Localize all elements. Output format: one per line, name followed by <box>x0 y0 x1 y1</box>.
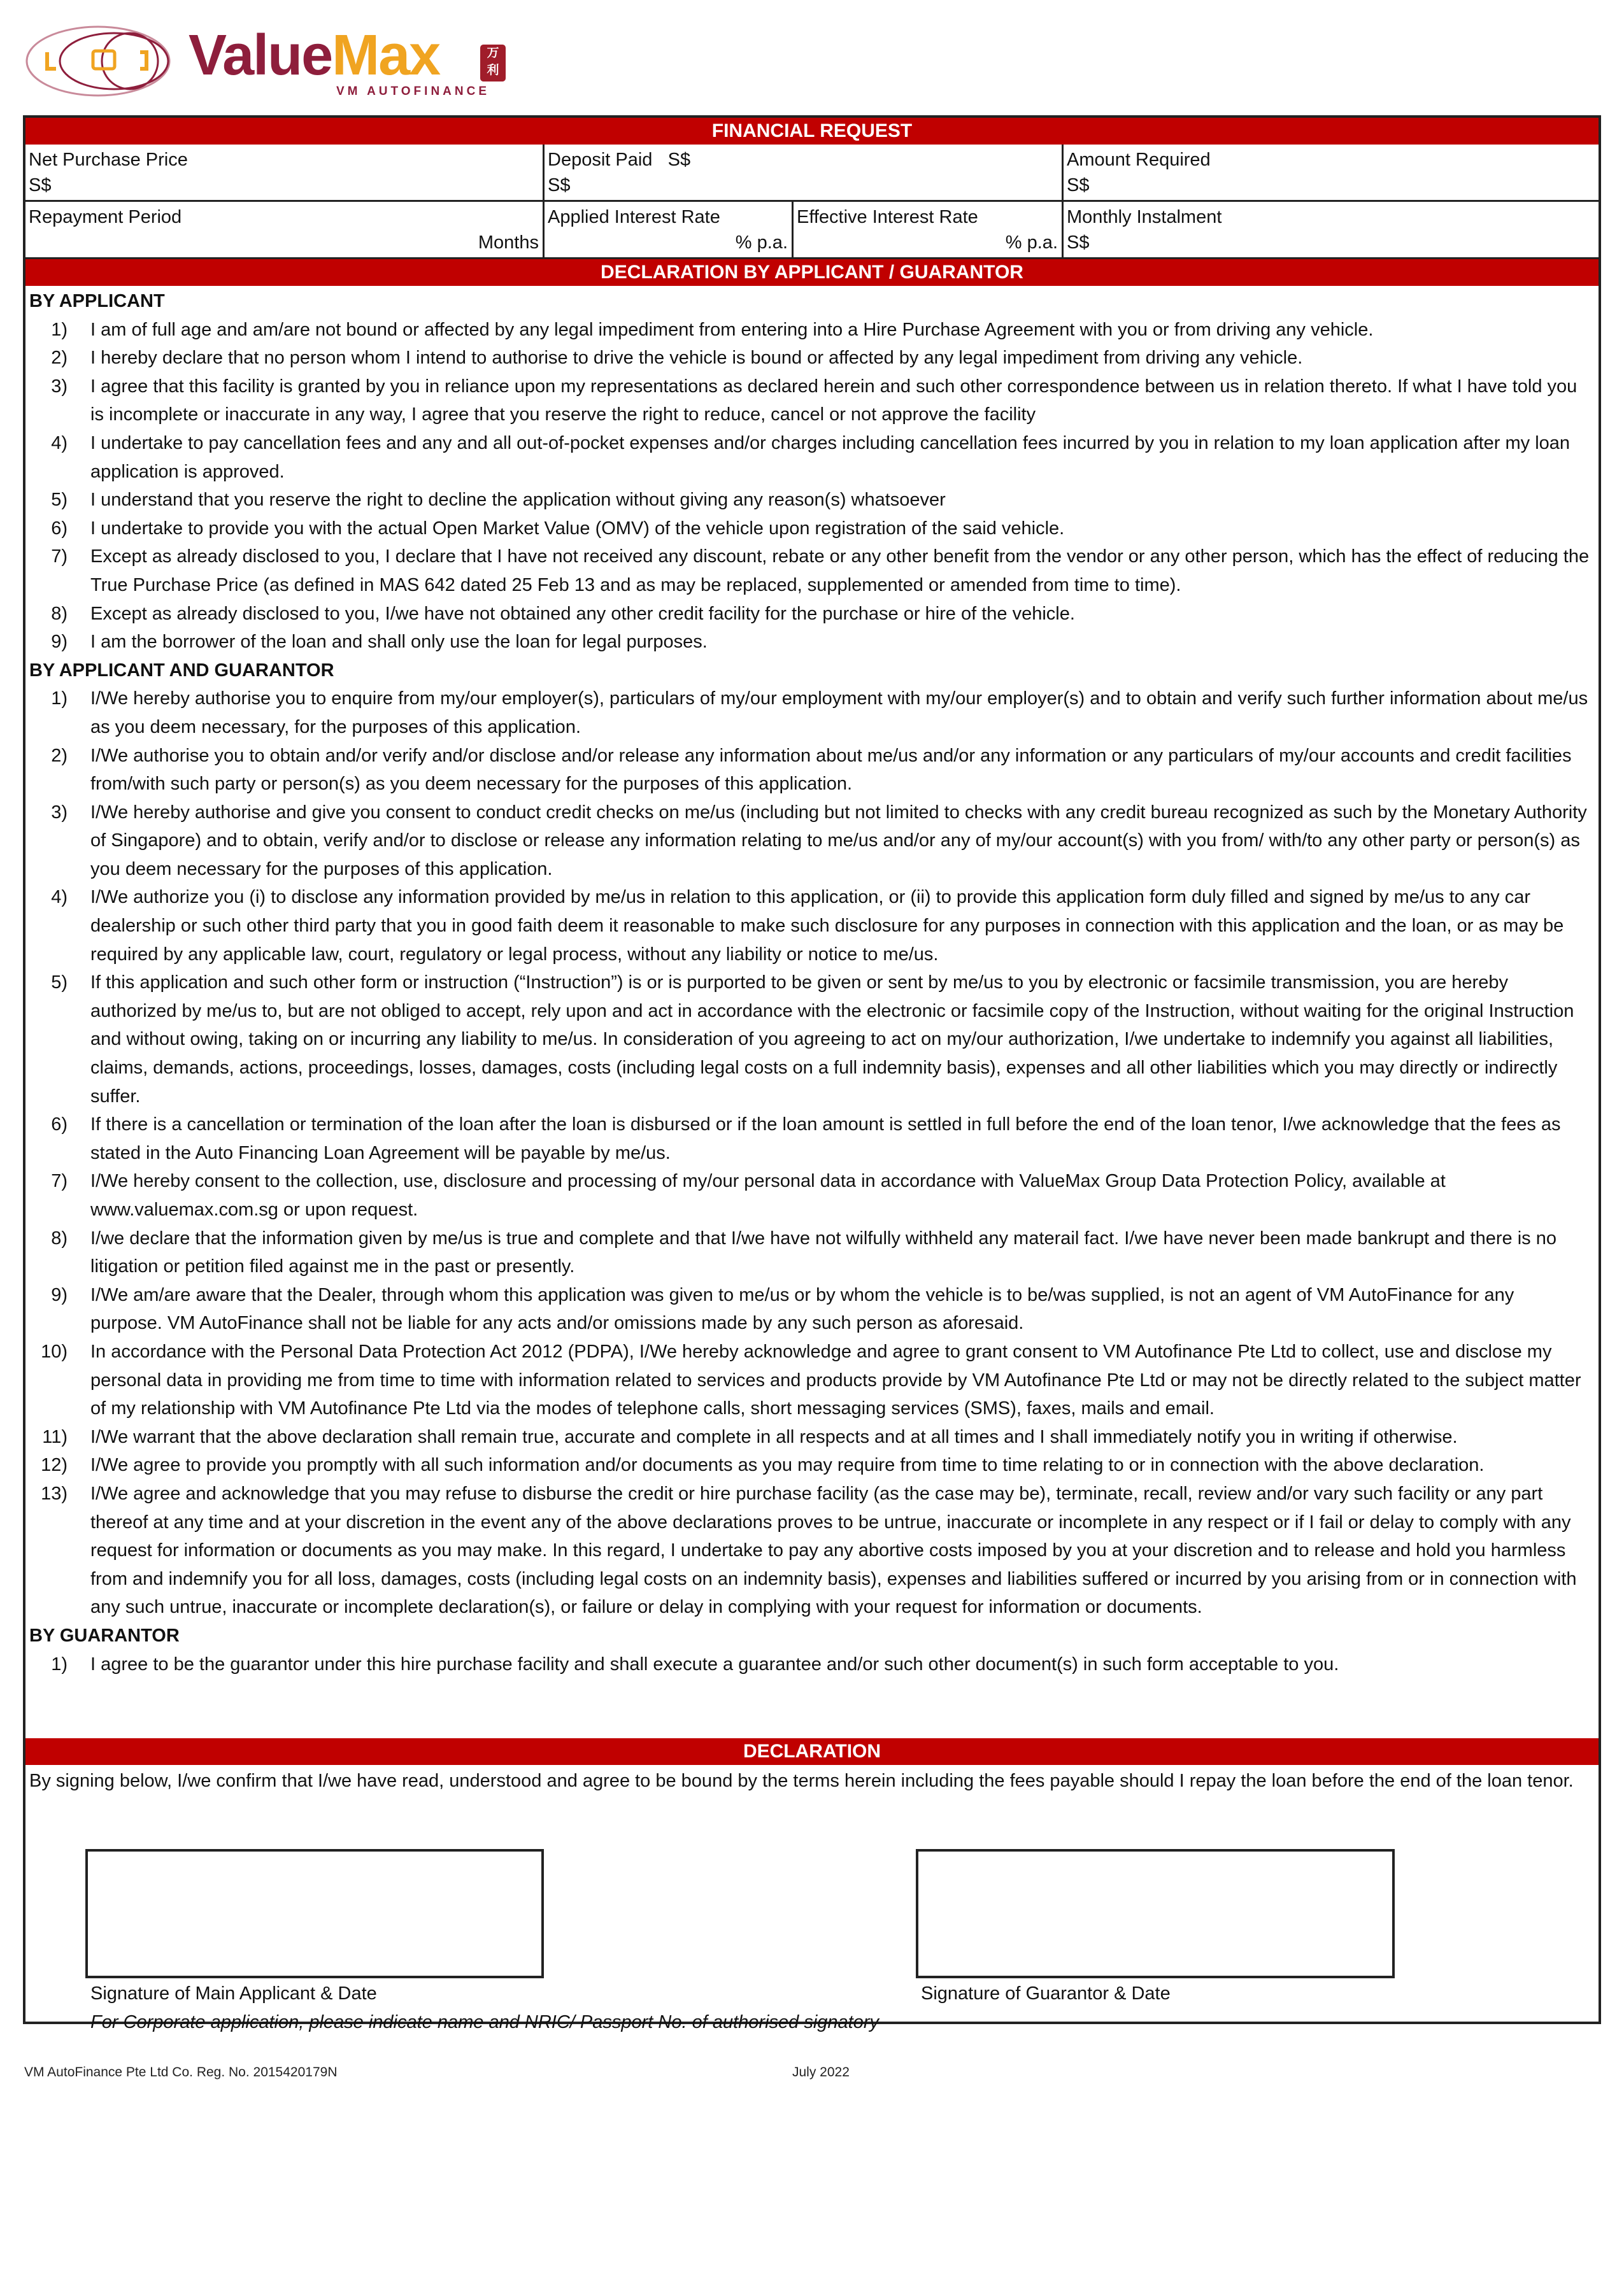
list-item <box>29 542 1590 599</box>
item-number: 4) <box>51 887 68 908</box>
repayment-period-unit: Months <box>478 232 539 253</box>
item-number: 9) <box>51 1284 68 1305</box>
net-purchase-price-label: Net Purchase Price <box>29 150 188 170</box>
item-text: I/We agree and acknowledge that you may refuse to disburse the credit or hire purchase facility (as the case may be), terminate, recall, review and/or vary such facility or any part thereof at any time and at your discretion in the event any of the above declarations proves to be untrue, inaccurate or incomplete in any respect or if I fail or delay to comply with any request for information or documents as you may make. In this regard, I undertake to pay any abortive costs imposed by you at your discretion and to release and hold you harmless from and indemnify you for all loss, damages, costs (including legal costs on an indemnity basis), expenses and liabilities suffered or incurred by you arising from or in connection with any such untrue, inaccurate or incomplete declaration(s), or failure or delay in complying with your request for information or documents. <box>90 1483 1577 1618</box>
item-text: I/We hereby authorise and give you consent to conduct credit checks on me/us (including but not limited to checks with any credit bureau recognized as such by the Monetary Authority of Singapore) and to obtain, verify and/or to disclose or release any information relating to me/us and/or any of my/our account(s) with you from/ with/to any other party or person(s) as you deem necessary for the purposes of this application. <box>90 802 1587 879</box>
item-text: If this application and such other form or instruction (“Instruction”) is or is purported to be given or sent by me/us to you by electronic or facsimile transmission, you are hereby authorized by me/us to, but are not obliged to accept, rely upon and act in accordance with the electronic or facsimile copy of the Instruction, without waiting for the original Instruction and without owing, taking on or incurring any liability to me/us. In consideration of you agreeing to act on my/our authorization, I/we undertake to indemnify you against all liabilities, claims, demands, actions, proceedings, losses, damages, costs (including legal costs on a full indemnity basis), expenses and all other liabilities which you may directly or indirectly suffer. <box>90 972 1574 1107</box>
amount-required-field[interactable] <box>1064 145 1599 202</box>
item-text: Except as already disclosed to you, I/we have not obtained any other credit facility for the purchase or hire of the vehicle. <box>90 603 1075 624</box>
item-number: 5) <box>51 972 68 993</box>
item-text: I am the borrower of the loan and shall only use the loan for legal purposes. <box>90 632 708 653</box>
logo-word-max: Max <box>332 24 440 87</box>
item-number: 7) <box>51 546 68 567</box>
list-item <box>29 798 1590 884</box>
list-item <box>29 628 1590 656</box>
list-item <box>29 684 1590 741</box>
item-number: 10) <box>41 1341 68 1362</box>
item-text: I/We hereby authorise you to enquire from my/our employer(s), particulars of my/our employment with my/our employer(s) and to obtain and verify such further information about me/us as you deem necessary, for the purposes of this application. <box>90 688 1588 737</box>
company-logo <box>22 20 506 110</box>
applied-interest-rate-unit: % p.a. <box>735 232 788 253</box>
item-number: 2) <box>51 348 68 369</box>
section-heading: BY GUARANTOR <box>29 1625 180 1646</box>
item-number: 1) <box>51 1654 68 1675</box>
footer-date: July 2022 <box>792 2065 850 2080</box>
list-item <box>29 1224 1590 1281</box>
item-text: I/we declare that the information given by me/us is true and complete and that I/we have not wilfully withheld any materail fact. I/we have never been made bankrupt and there is no litigation or petition filed against me in the past or presently. <box>90 1228 1556 1277</box>
logo-seal <box>480 45 506 81</box>
logo-subtitle: VM AUTOFINANCE <box>336 85 490 98</box>
list-item <box>29 1480 1590 1622</box>
item-text: I/We am/are aware that the Dealer, through whom this application was given to me/us or by whom the vehicle is to be/was supplied, is not an agent of VM AutoFinance for any purpose. VM AutoFinance shall not be liable for any acts and/or omissions made by any such person as aforesaid. <box>90 1284 1514 1334</box>
item-number: 1) <box>51 688 68 709</box>
list-item <box>29 1281 1590 1338</box>
declaration-statement: By signing below, I/we confirm that I/we have read, understood and agree to be bound by the terms herein including the fees payable should I repay the loan before the end of the loan tenor. <box>29 1771 1574 1791</box>
effective-interest-rate-field[interactable] <box>794 202 1064 259</box>
list-item <box>29 486 1590 514</box>
logo-word-value: Value <box>189 24 332 87</box>
repayment-period-label: Repayment Period <box>29 207 182 227</box>
item-number: 1) <box>51 319 68 340</box>
list-item <box>29 1110 1590 1167</box>
item-text: I hereby declare that no person whom I intend to authorise to drive the vehicle is bound or affected by any legal impediment from driving any vehicle. <box>90 348 1303 369</box>
logo-seal-glyph-2: 利 <box>487 64 499 77</box>
logo-seal-glyph-1: 万 <box>487 46 499 60</box>
item-text: I undertake to provide you with the actual Open Market Value (OMV) of the vehicle upon registration of the said vehicle. <box>90 518 1065 539</box>
deposit-paid-prefix: S$ <box>548 175 571 195</box>
list-item <box>29 1338 1590 1423</box>
item-text: I understand that you reserve the right to decline the application without giving any reason(s) whatsoever <box>90 490 946 511</box>
item-number: 5) <box>51 490 68 511</box>
logo-wordmark <box>189 24 440 87</box>
amount-required-prefix: S$ <box>1067 175 1090 195</box>
guarantor-signature-label: Signature of Guarantor & Date <box>921 1983 1171 2004</box>
item-number: 11) <box>42 1426 68 1447</box>
applicant-signature-label: Signature of Main Applicant & Date <box>90 1983 377 2004</box>
applied-interest-rate-label: Applied Interest Rate <box>548 207 720 227</box>
net-purchase-price-field[interactable] <box>25 145 545 202</box>
item-number: 2) <box>51 745 68 766</box>
item-number: 13) <box>41 1483 68 1504</box>
list-item <box>29 1451 1590 1480</box>
monthly-instalment-label: Monthly Instalment <box>1067 207 1222 227</box>
item-number: 6) <box>51 1114 68 1135</box>
financial-request-header: FINANCIAL REQUEST <box>25 118 1599 145</box>
item-number: 4) <box>51 432 68 453</box>
list-item <box>29 344 1590 372</box>
item-text: I/We authorize you (i) to disclose any information provided by me/us in relation to this application, or (ii) to provide this application form duly filled and signed by me/us to any car dealership or such other third party that you in good faith deem it reasonable to make such disclosure for any purposes in connection with this application and the loan, or as may be required by any applicable law, court, regulatory or legal process, without any liability or notice to me/us. <box>90 887 1564 965</box>
item-text: I/We warrant that the above declaration shall remain true, accurate and complete in all respects and at all times and I shall immediately notify you in writing if otherwise. <box>90 1426 1458 1447</box>
list-item <box>29 883 1590 968</box>
amount-required-label: Amount Required <box>1067 150 1211 170</box>
repayment-period-field[interactable] <box>25 202 545 259</box>
declaration-applicant-header: DECLARATION BY APPLICANT / GUARANTOR <box>25 259 1599 286</box>
item-number: 3) <box>51 802 68 823</box>
guarantor-signature-box[interactable] <box>916 1849 1395 1978</box>
item-text: I am of full age and am/are not bound or affected by any legal impediment from entering into a Hire Purchase Agreement with you or from driving any vehicle. <box>90 319 1374 340</box>
item-number: 8) <box>51 1228 68 1249</box>
item-number: 7) <box>51 1171 68 1192</box>
list-item <box>29 372 1590 429</box>
applied-interest-rate-field[interactable] <box>545 202 794 259</box>
deposit-paid-field[interactable] <box>545 145 1064 202</box>
monthly-instalment-prefix: S$ <box>1067 232 1090 253</box>
list-item <box>29 429 1590 486</box>
item-text: In accordance with the Personal Data Protection Act 2012 (PDPA), I/We hereby acknowledge and agree to grant consent to VM Autofinance Pte Ltd to collect, use and disclose my personal data in providing me from time to time with information related to services and products provide by VM Autofinance Pte Ltd or may not be directly related to the subject matter of my relationship with VM Autofinance Pte Ltd via the modes of telephone calls, short messaging services (SMS), faxes, mails and email. <box>90 1341 1581 1419</box>
item-number: 6) <box>51 518 68 539</box>
item-number: 12) <box>41 1455 68 1476</box>
section-heading: BY APPLICANT AND GUARANTOR <box>29 660 334 681</box>
footer-company: VM AutoFinance Pte Ltd Co. Reg. No. 2015420179N <box>24 2065 338 2080</box>
item-text: Except as already disclosed to you, I declare that I have not received any discount, rebate or any other benefit from the vendor or any other person, which has the effect of reducing the True Purchase Price (as defined in MAS 642 dated 25 Feb 13 and as may be replaced, supplemented or amended from time to time). <box>90 546 1590 595</box>
monthly-instalment-field[interactable] <box>1064 202 1599 259</box>
list-item <box>29 968 1590 1110</box>
list-item <box>29 1650 1590 1679</box>
item-number: 9) <box>51 632 68 653</box>
item-text: I/We hereby consent to the collection, use, disclosure and processing of my/our personal data in accordance with ValueMax Group Data Protection Policy, available at www.valuemax.com.sg or upon request. <box>90 1171 1446 1220</box>
list-item <box>29 514 1590 543</box>
list-item <box>29 316 1590 344</box>
item-text: I agree to be the guarantor under this hire purchase facility and shall execute a guarantee and/or such other document(s) in such form acceptable to you. <box>90 1654 1339 1675</box>
item-number: 3) <box>51 376 68 397</box>
item-text: If there is a cancellation or termination of the loan after the loan is disbursed or if the loan amount is settled in full before the end of the loan tenor, I/we acknowledge that the fees as stated in the Auto Financing Loan Agreement will be payable by me/us. <box>90 1114 1561 1163</box>
applicant-signature-box[interactable] <box>85 1849 544 1978</box>
deposit-paid-label: Deposit Paid S$ <box>548 150 691 170</box>
net-purchase-price-prefix: S$ <box>29 175 52 195</box>
list-item <box>29 742 1590 798</box>
item-text: I agree that this facility is granted by you in reliance upon my representations as declared herein and such other correspondence between us in relation thereto. If what I have told you is incomplete or inaccurate in any way, I agree that you reserve the right to reduce, cancel or not approve the facility <box>90 376 1578 425</box>
effective-interest-rate-label: Effective Interest Rate <box>797 207 978 227</box>
declaration-header: DECLARATION <box>25 1738 1599 1765</box>
section-heading: BY APPLICANT <box>29 291 165 311</box>
application-form <box>23 115 1601 2032</box>
list-item <box>29 1423 1590 1452</box>
item-text: I/We agree to provide you promptly with all such information and/or documents as you may require from time to time relating to or in connection with the above declaration. <box>90 1455 1485 1476</box>
item-number: 8) <box>51 603 68 624</box>
corporate-note: For Corporate application, please indicate name and NRIC/ Passport No. of authorised signatory <box>90 2012 879 2032</box>
item-text: I undertake to pay cancellation fees and any and all out-of-pocket expenses and/or charges including cancellation fees incurred by you in relation to my loan application after my loan application is approved. <box>90 432 1571 482</box>
effective-interest-rate-unit: % p.a. <box>1005 232 1058 253</box>
item-text: I/We authorise you to obtain and/or verify and/or disclose and/or release any information about me/us and/or any information or any particulars of my/our accounts and credit facilities from/with such party or person(s) as you deem necessary for the purposes of this application. <box>90 745 1572 795</box>
declaration-terms <box>29 287 1590 1678</box>
logo-rings-icon <box>22 20 194 103</box>
list-item <box>29 1167 1590 1224</box>
list-item <box>29 600 1590 628</box>
